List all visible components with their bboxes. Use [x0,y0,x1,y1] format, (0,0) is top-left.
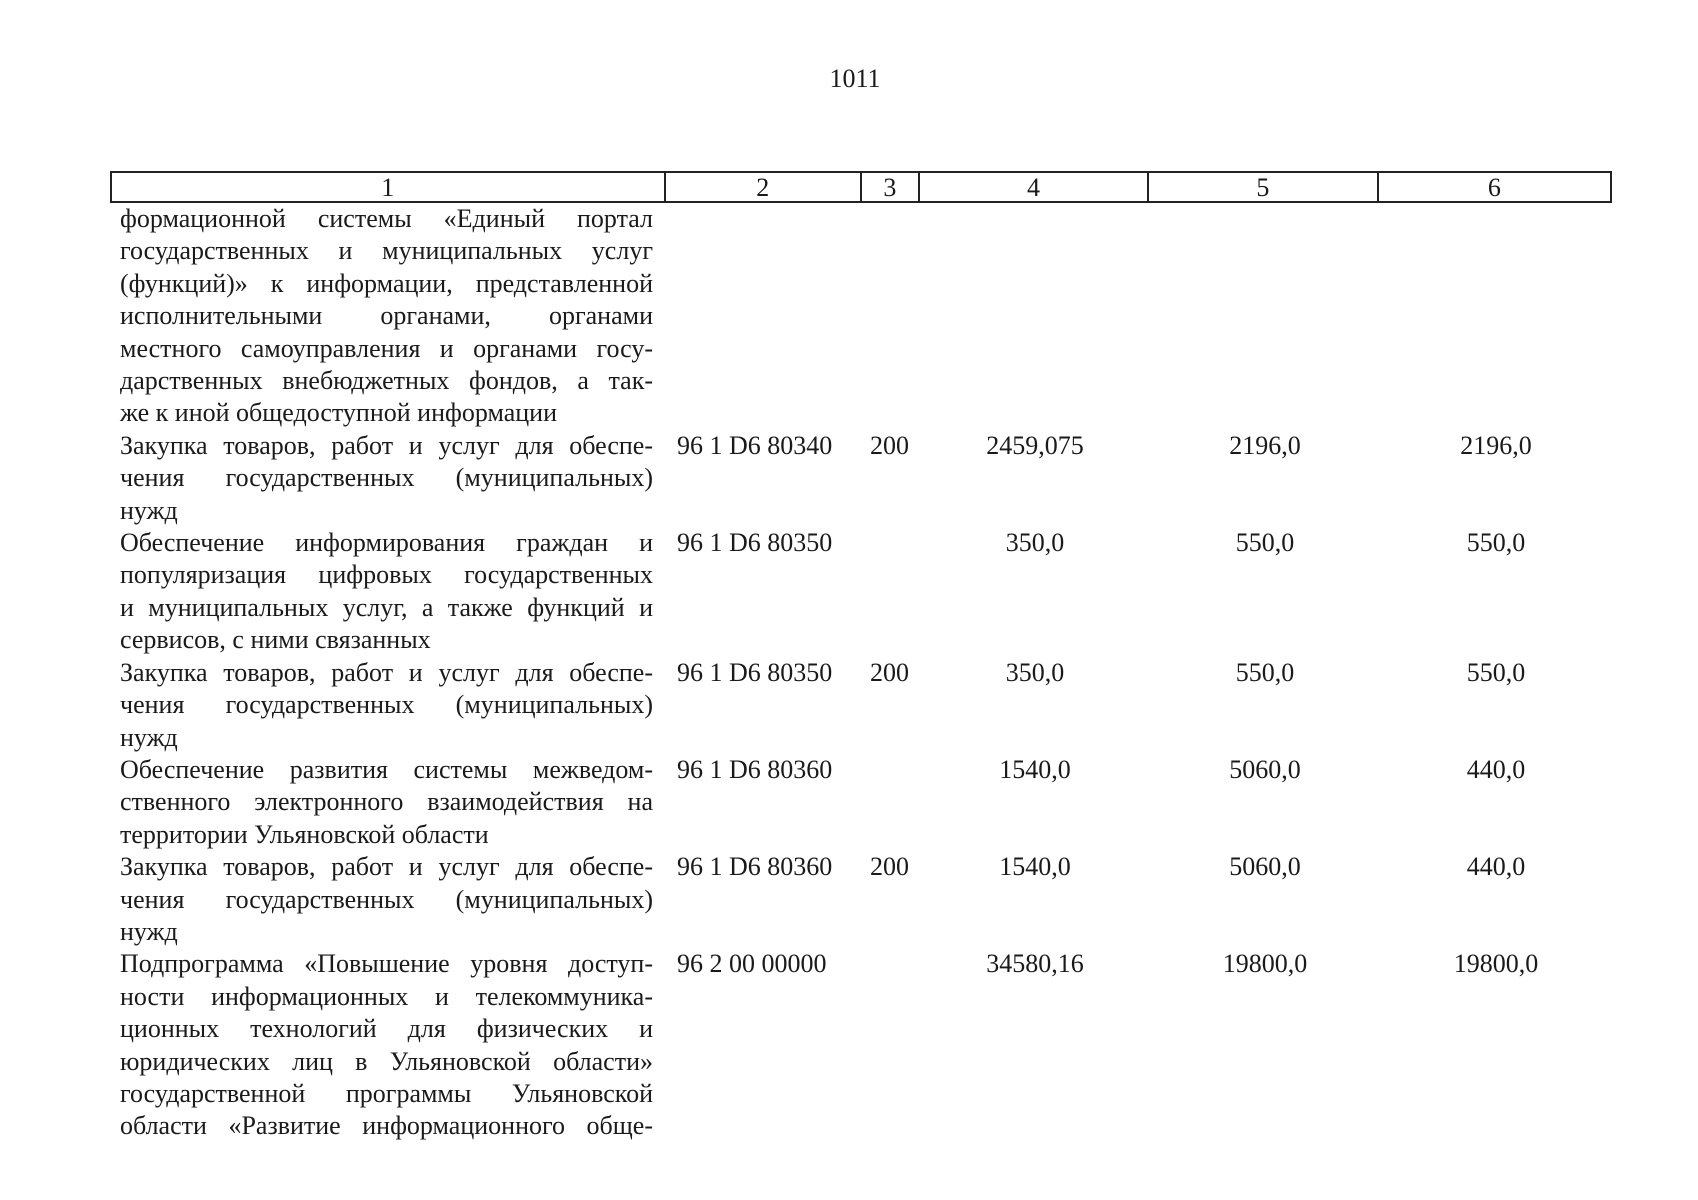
table-body [110,203,1612,1143]
value-col4-cell: 350,0 [1005,528,1065,558]
table-row [110,948,1612,1142]
description-line: юридических лиц в Ульяновской области» [120,1046,653,1076]
table-row [110,851,1612,948]
row-description [110,203,665,430]
value-col6-cell [1380,203,1612,430]
row-description [110,851,665,948]
value-col4-cell [920,203,1150,430]
value-col5-cell: 19800,0 [1222,949,1308,979]
description-line: (функций)» к информации, представленной [120,268,653,298]
table-header [110,171,1612,203]
description-line: и муниципальных услуг, а также функций и [120,592,653,622]
code-cell: 96 1 D6 80350 [677,657,833,687]
description-line: государственной программы Ульяновской [120,1078,653,1108]
value-col6-cell: 440,0 [1466,754,1526,784]
value-col5-cell: 550,0 [1235,528,1295,558]
description-line: Обеспечение развития системы межведом- [120,754,653,784]
expense-type-cell: 200 [870,852,909,882]
expense-type-cell: 200 [870,430,909,460]
table-row [110,203,1612,430]
value-col5-cell [1150,203,1380,430]
description-line: местного самоуправления и органами госу- [120,333,653,363]
value-col4-cell: 1540,0 [999,852,1071,882]
table-row [110,657,1612,754]
table-row [110,430,1612,527]
value-col5-cell: 5060,0 [1229,852,1301,882]
description-line: нужд [120,495,178,525]
code-cell: 96 1 D6 80340 [677,430,833,460]
expense-type-cell [862,948,920,1142]
description-line: Закупка товаров, работ и услуг для обеспе- [120,657,653,687]
table-row [110,527,1612,657]
expense-type-cell [862,203,920,430]
description-line: же к иной общедоступной информации [120,398,557,428]
description-line: Подпрограмма «Повышение уровня доступ- [120,949,653,979]
description-line: нужд [120,916,178,946]
description-line: нужд [120,722,178,752]
code-cell: 96 1 D6 80350 [677,528,833,558]
description-line: Закупка товаров, работ и услуг для обеспе- [120,852,653,882]
description-line: популяризация цифровых государственных [120,560,653,590]
row-description [110,430,665,527]
header-cell-3: 3 [862,173,920,201]
description-line: территории Ульяновской области [120,819,489,849]
value-col5-cell: 2196,0 [1229,430,1301,460]
header-cell-5: 5 [1149,173,1378,201]
code-cell [665,203,862,430]
value-col6-cell: 550,0 [1466,528,1526,558]
code-cell: 96 1 D6 80360 [677,852,833,882]
expense-type-cell: 200 [870,657,909,687]
description-line: чения государственных (муниципальных) [120,690,653,720]
value-col4-cell: 34580,16 [986,949,1084,979]
page-number: 1011 [829,64,881,93]
description-line: чения государственных (муниципальных) [120,884,653,914]
value-col4-cell: 1540,0 [999,754,1071,784]
header-cell-4: 4 [920,173,1149,201]
description-line: формационной системы «Единый портал [120,204,653,233]
description-line: ности информационных и телекоммуника- [120,981,653,1011]
value-col4-cell: 350,0 [1005,657,1065,687]
description-line: области «Развитие информационного обще- [120,1111,653,1141]
description-line: ственного электронного взаимодействия на [120,787,653,817]
header-cell-1: 1 [112,173,666,201]
value-col6-cell: 440,0 [1466,852,1526,882]
row-description [110,754,665,851]
description-line: Закупка товаров, работ и услуг для обеспе- [120,430,653,460]
code-cell: 96 1 D6 80360 [677,754,833,784]
description-line: ционных технологий для физических и [120,1014,653,1044]
table-row [110,754,1612,851]
expense-type-cell [862,754,920,851]
description-line: сервисов, с ними связанных [120,625,431,655]
value-col6-cell: 550,0 [1466,657,1526,687]
row-description [110,657,665,754]
code-cell: 96 2 00 00000 [677,949,827,979]
header-cell-2: 2 [666,173,862,201]
value-col6-cell: 19800,0 [1453,949,1539,979]
description-line: чения государственных (муниципальных) [120,463,653,493]
expense-type-cell [862,527,920,657]
description-line: государственных и муниципальных услуг [120,236,653,266]
header-cell-6: 6 [1487,173,1501,202]
description-line: исполнительными органами, органами [120,301,653,331]
description-line: Обеспечение информирования граждан и [120,528,653,558]
row-description [110,948,665,1142]
value-col4-cell: 2459,075 [986,430,1084,460]
value-col5-cell: 550,0 [1235,657,1295,687]
description-line: дарственных внебюджетных фондов, а так- [120,366,653,396]
value-col5-cell: 5060,0 [1229,754,1301,784]
row-description [110,527,665,657]
value-col6-cell: 2196,0 [1460,430,1532,460]
